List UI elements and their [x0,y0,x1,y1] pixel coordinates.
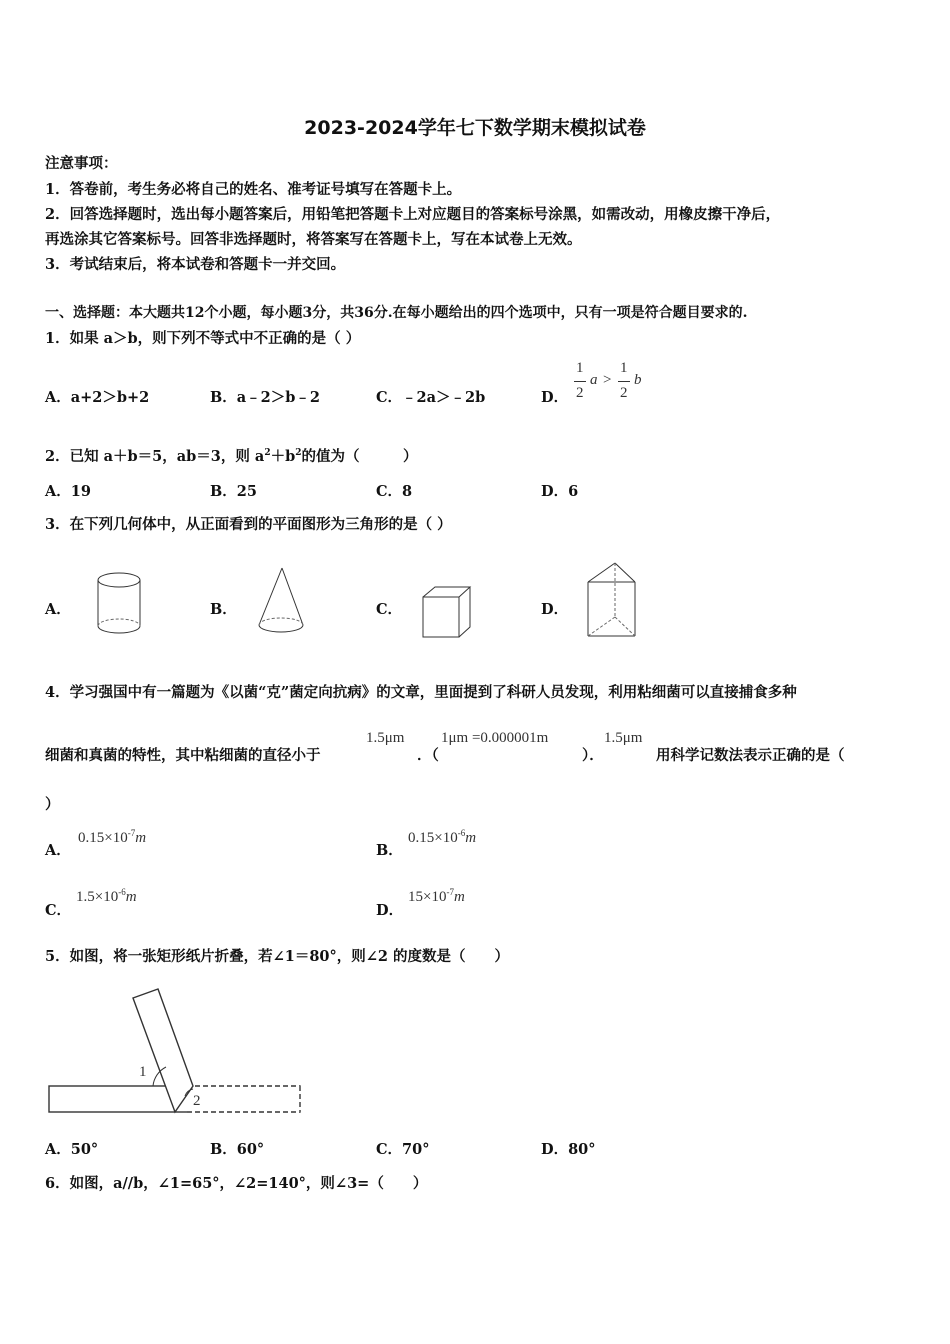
page-title: 2023-2024学年七下数学期末模拟试卷 [304,117,646,139]
q4-math-3: 1.5μm [604,730,643,746]
q2-option-d: D．6 [541,483,579,500]
q4-option-a-math: $0.15\times 10^{-7}m$ [78,828,147,846]
q3-stem: 3．在下列几何体中，从正面看到的平面图形为三角形的是（ ） [45,516,452,533]
q4-punct-1: ．（ [417,747,439,764]
q5-option-a: A．50° [45,1141,99,1158]
q4-option-a-label: A． [45,842,71,859]
q4-option-d-math: $15\times 10^{-7}m$ [408,887,465,905]
q4-option-c-math: $1.5\times 10^{-6}m$ [76,887,137,905]
q3-option-d: D． [541,601,569,618]
section-heading: 一、选择题：本大题共12个小题，每小题3分，共36分.在每小题给出的四个选项中，只有一项是符合题目要求的. [45,305,748,321]
q5-option-b: B．60° [210,1141,265,1158]
angle-1-label: 1 [139,1064,147,1080]
q4-line2-pre: 细菌和真菌的特性，其中粘细菌的直径小于 [45,747,321,764]
q4-option-b-math: $0.15\times 10^{-6}m$ [408,828,477,846]
q3-option-a: A． [45,601,71,618]
q4-math-1: 1.5μm [366,730,405,746]
q1-option-a: A．a+2＞b+2 [45,389,150,406]
q4-math-2: 1μm =0.000001m [441,730,549,746]
angle-2-label: 2 [193,1093,201,1109]
notice-item: 再选涂其它答案标号。回答非选择题时，将答案写在答题卡上，写在本试卷上无效。 [45,231,582,248]
q2-option-b: B．25 [210,483,257,500]
q5-option-d: D．80° [541,1141,596,1158]
q5-stem: 5．如图，将一张矩形纸片折叠，若∠1＝80°，则∠2 的度数是（ ） [45,948,510,965]
q1-option-b: B．a﹣2＞b﹣2 [210,389,320,406]
q4-line1: 4．学习强国中有一篇题为《以菌“克”菌定向抗病》的文章，里面提到了科研人员发现，利用粘细菌可以直接捕食多种 [45,684,797,701]
cube-icon [420,585,475,643]
q2-stem: 2．已知 a＋b＝5，ab＝3，则 $a^2+b^2$的值为（ ） [45,448,418,465]
q4-line3: ） [45,796,60,813]
notice-item: 1．答卷前，考生务必将自己的姓名、准考证号填写在答题卡上。 [45,181,462,198]
q2-option-c: C．8 [376,483,413,500]
q3-option-b: B． [210,601,237,618]
notice-heading: 注意事项： [45,155,118,172]
q2-option-a: A．19 [45,483,91,500]
q1-option-d-label: D． [541,389,569,406]
q1-stem: 1．如果 a＞b，则下列不等式中不正确的是（ ） [45,330,361,347]
prism-icon [585,560,640,642]
q1-option-c: C．﹣2a＞﹣2b [376,389,486,406]
cone-icon [255,565,307,640]
q5-option-c: C．70° [376,1141,430,1158]
q3-option-c: C． [376,601,403,618]
q1-option-d-math: 1 2 a > 1 2 b [576,360,642,401]
q4-punct-2: ）． [582,747,604,764]
q6-stem: 6．如图，a//b，∠1=65°，∠2=140°，则∠3=（ ） [45,1175,428,1192]
q4-option-b-label: B． [376,842,403,859]
folded-paper-figure [45,985,305,1115]
notice-item: 2．回答选择题时，选出每小题答案后，用铅笔把答题卡上对应题目的答案标号涂黑，如需改动，用橡皮擦干净后， [45,206,781,223]
cylinder-icon [95,570,147,640]
q4-line2-post: 用科学记数法表示正确的是（ [656,747,845,764]
notice-item: 3．考试结束后，将本试卷和答题卡一并交回。 [45,256,346,273]
q4-option-c-label: C． [45,902,72,919]
q4-option-d-label: D． [376,902,404,919]
